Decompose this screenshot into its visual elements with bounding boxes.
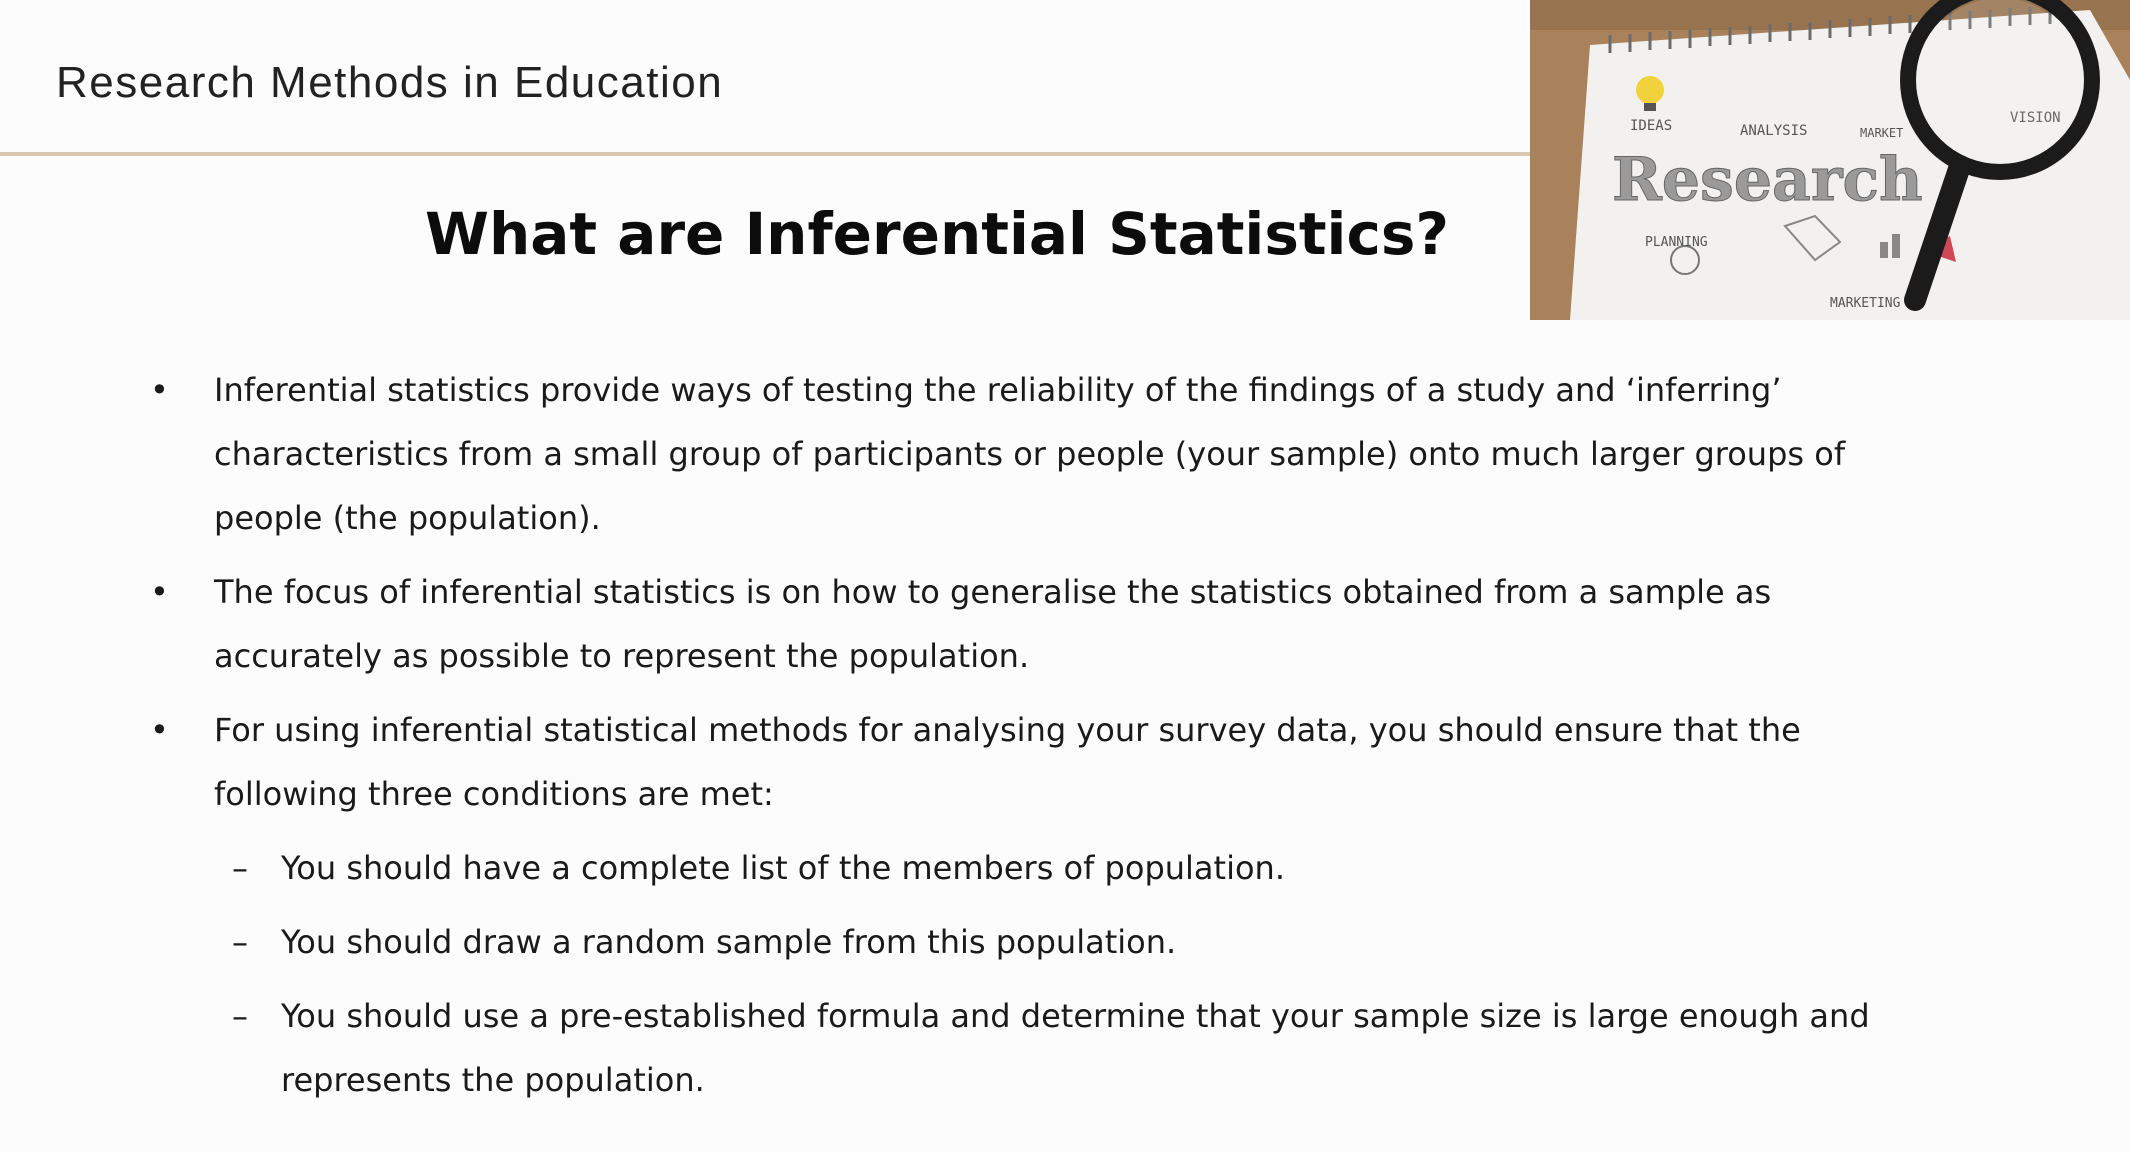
photo-word-analysis: ANALYSIS [1740,123,1808,139]
sub-bullet-item [150,984,1910,1112]
sub-bullet-item [150,910,1910,974]
header-divider [0,152,1560,156]
bullet-marker: • [150,371,169,409]
bullet-text: For using inferential statistical methods for analysing your survey data, you should ensure that the following three conditions are met: [214,711,1801,813]
photo-word-ideas: IDEAS [1630,118,1673,134]
bullet-item [150,358,1910,550]
course-title: Research Methods in Education [56,58,724,107]
slide-title: What are Inferential Statistics? [424,200,1449,268]
bullet-text: Inferential statistics provide ways of testing the reliability of the findings of a study and ‘inferring’ characteristics from a small group of participants or people (your sample) onto much larger groups of people (the population). [214,371,1846,537]
photo-word-marketing: MARKETING [1830,296,1901,311]
photo-word-vision: VISION [2010,110,2061,126]
bullet-marker: • [150,711,169,749]
sub-bullet-text: You should draw a random sample from this population. [281,923,1177,961]
sub-bullet-text: You should have a complete list of the members of population. [281,849,1285,887]
photo-word-research: Research [1612,145,1923,215]
bullet-text: The focus of inferential statistics is on how to generalise the statistics obtained from a sample as accurately as possible to represent the population. [214,573,1772,675]
photo-word-market: MARKET [1860,126,1904,140]
bullet-item [150,560,1910,688]
sub-bullet-marker: – [232,997,248,1035]
sub-bullet-text: You should use a pre-established formula and determine that your sample size is large enough and represents the population. [281,997,1870,1099]
sub-bullet-item [150,836,1910,900]
slide-body [150,358,1910,1122]
research-notebook-illustration [1530,0,2130,320]
photo-word-planning: PLANNING [1645,235,1708,250]
sub-bullet-marker: – [232,923,248,961]
sub-bullet-marker: – [232,849,248,887]
research-notebook-photo [1530,0,2130,320]
bullet-marker: • [150,573,169,611]
bullet-item [150,698,1910,826]
